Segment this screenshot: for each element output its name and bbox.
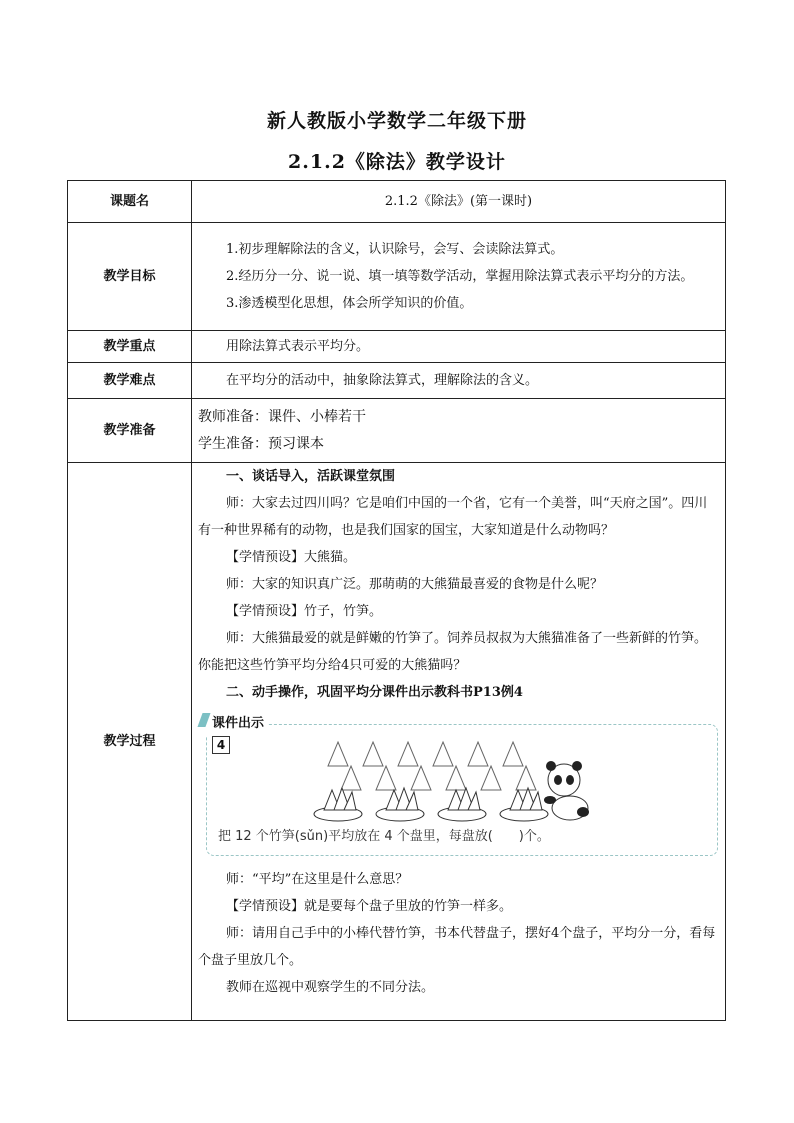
bamboo-shoot-icon [503, 742, 523, 766]
bamboo-illustration [198, 710, 718, 828]
courseware-figure [198, 710, 717, 862]
bamboo-shoot-icon [481, 766, 501, 790]
label-key: 教学重点 [68, 331, 192, 363]
bamboo-shoot-icon [398, 742, 418, 766]
value-topic: 2.1.2《除法》(第一课时) [192, 181, 726, 223]
bamboo-shoot-icon [468, 742, 488, 766]
prep-student: 学生准备：预习课本 [198, 435, 324, 452]
document-subtitle: 2.1.2《除法》教学设计 [288, 151, 506, 173]
key-text: 用除法算式表示平均分。 [226, 339, 370, 354]
paragraph: 师：大家去过四川吗？它是咱们中国的一个省，它有一个美誉，叫“天府之国”。四川有一种世界稀有的动物，也是我们国家的国宝，大家知道是什么动物吗？ [198, 496, 708, 538]
paragraph: 教师在巡视中观察学生的不同分法。 [226, 980, 435, 995]
document-title: 新人教版小学数学二年级下册 [266, 110, 527, 132]
row-topic [68, 181, 726, 223]
row-goals [68, 223, 726, 331]
value-goals [192, 223, 726, 331]
lesson-plan-table [67, 180, 726, 1021]
bamboo-shoot-icon [328, 742, 348, 766]
section-heading: 一、谈话导入，活跃课堂氛围 [226, 469, 396, 484]
bamboo-shoot-icon [363, 742, 383, 766]
section-heading: 二、动手操作，巩固平均分课件出示教科书P13例4 [226, 685, 523, 700]
figure-caption: 把 12 个竹笋(sǔn)平均放在 4 个盘里，每盘放( )个。 [218, 829, 550, 844]
row-key [68, 331, 726, 363]
bamboo-shoot-icon [433, 742, 453, 766]
plates [314, 788, 548, 821]
prep-teacher: 教师准备：课件、小棒若干 [198, 408, 366, 425]
value-prep [192, 399, 726, 463]
value-difficulty [192, 363, 726, 399]
bamboo-shoot-icon [446, 766, 466, 790]
example-number: 4 [212, 736, 230, 754]
goal-item: 3.渗透模型化思想，体会所学知识的价值。 [226, 296, 473, 311]
value-process [192, 463, 726, 1021]
bamboo-shoot-icon [341, 766, 361, 790]
paragraph: 【学情预设】竹子，竹笋。 [226, 604, 383, 619]
label-process: 教学过程 [68, 463, 192, 1021]
paragraph: 师：“平均”在这里是什么意思？ [226, 872, 409, 887]
figure-label: 课件出示 [198, 710, 268, 737]
bamboo-shoot-icon [376, 766, 396, 790]
label-difficulty: 教学难点 [68, 363, 192, 399]
label-prep: 教学准备 [68, 399, 192, 463]
label-topic: 课题名 [68, 181, 192, 223]
paragraph: 师：大熊猫最爱的就是鲜嫩的竹笋了。饲养员叔叔为大熊猫准备了一些新鲜的竹笋。你能把这些竹笋平均分给4只可爱的大熊猫吗？ [198, 631, 708, 673]
row-prep [68, 399, 726, 463]
paragraph: 【学情预设】大熊猫。 [226, 550, 357, 565]
row-process [68, 463, 726, 1021]
value-key [192, 331, 726, 363]
panda-icon [544, 761, 589, 820]
label-goals: 教学目标 [68, 223, 192, 331]
bamboo-shoot-icon [411, 766, 431, 790]
paragraph: 师：大家的知识真广泛。那萌萌的大熊猫最喜爱的食物是什么呢？ [226, 577, 604, 592]
goal-item: 1.初步理解除法的含义，认识除号，会写、会读除法算式。 [226, 242, 564, 257]
bamboo-shoot-icon [516, 766, 536, 790]
goal-item: 2.经历分一分、说一说、填一填等数学活动，掌握用除法算式表示平均分的方法。 [226, 269, 694, 284]
paragraph: 师：请用自己手中的小棒代替竹笋，书本代替盘子，摆好4个盘子，平均分一分，看每个盘子里放几个。 [198, 926, 716, 968]
difficulty-text: 在平均分的活动中，抽象除法算式，理解除法的含义。 [226, 373, 539, 388]
paragraph: 【学情预设】就是要每个盘子里放的竹笋一样多。 [226, 899, 513, 914]
row-difficulty [68, 363, 726, 399]
